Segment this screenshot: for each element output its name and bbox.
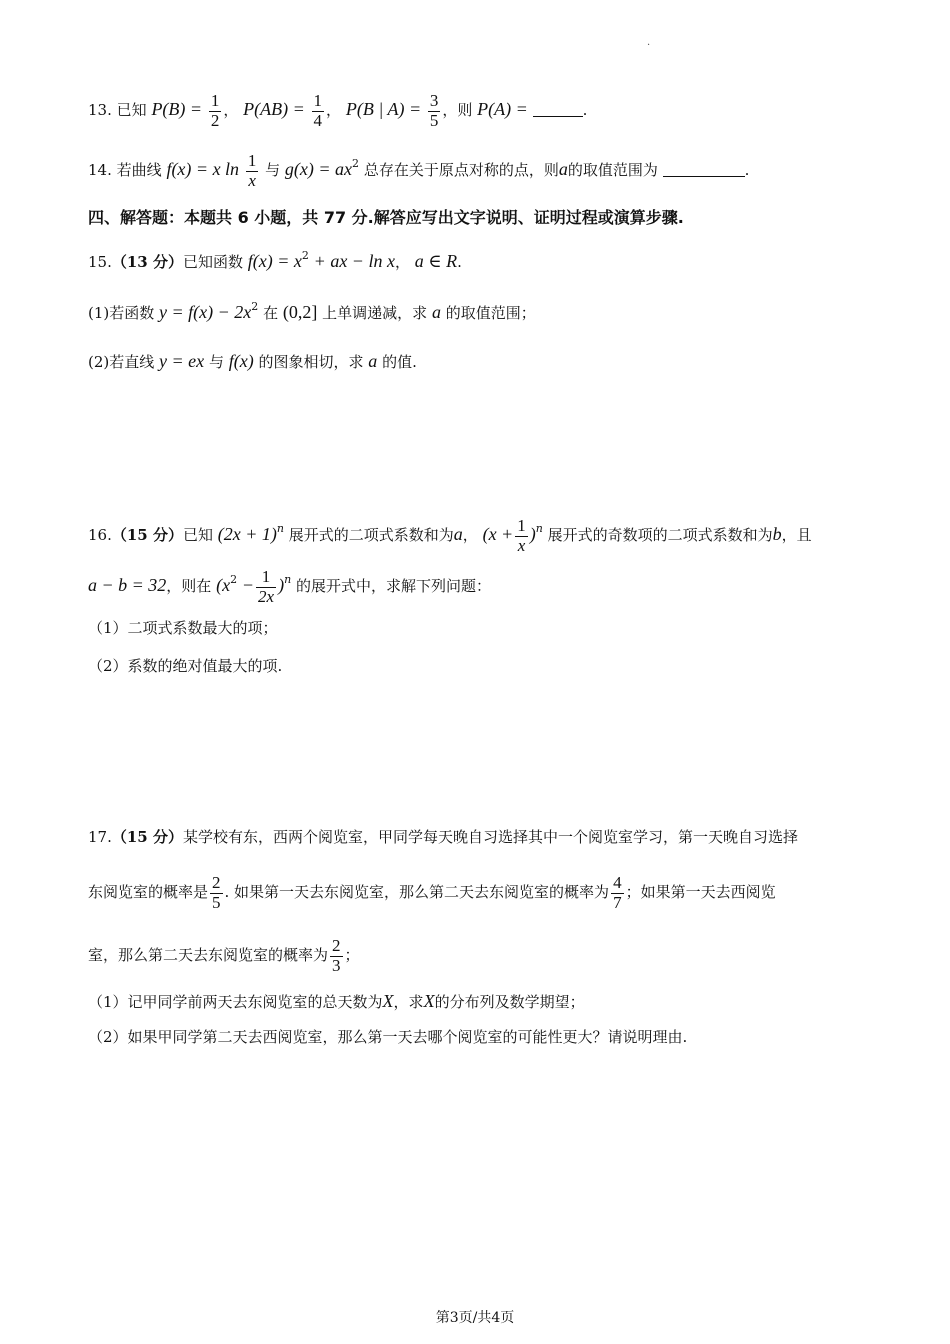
question-17-part-1: （1）记甲同学前两天去东阅览室的总天数为X，求X的分布列及数学期望； bbox=[88, 991, 585, 1011]
fraction: $\frac{3}{5}$ bbox=[429, 91, 439, 130]
question-17-line-3: 室，那么第二天去东阅览室的概率为 $\frac{2}{3}$ ； bbox=[88, 936, 360, 975]
question-16-part-2: （2）系数的绝对值最大的项. bbox=[88, 657, 283, 675]
question-17-part-2: （2）如果甲同学第二天去西阅览室，那么第一天去哪个阅览室的可能性更大？请说明理由. bbox=[88, 1028, 688, 1046]
question-15: 15.（13 分）已知函数 $f(x) = x^2$ + ax − ln x， a ∈ R. bbox=[88, 249, 462, 271]
question-16-condition: a − b = 32，则在 ($x^2$ − $\frac{1}{2x}$ )$^n$ 的展开式中，求解下列问题： bbox=[88, 567, 491, 606]
fraction: $\frac{2}{3}$ bbox=[332, 936, 341, 975]
question-17-line-2: 东阅览室的概率是 $\frac{2}{5}$ . 如果第一天去东阅览室，那么第二天去东阅览室的概率为 $\frac{4}{7}$ ；如果第一天去西阅览 bbox=[88, 873, 776, 912]
question-14: 14. 若曲线 f(x) = x ln $\frac{1}{x}$ 与 $g(x) = ax^2$ 总存在关于原点对称的点，则a的取值范围为 . bbox=[88, 151, 750, 190]
answer-blank bbox=[533, 102, 583, 117]
fraction: $\frac{1}{4}$ bbox=[313, 91, 323, 130]
fraction: $\frac{1}{x}$ bbox=[517, 516, 526, 555]
fraction: $\frac{1}{2}$ bbox=[210, 91, 220, 130]
page-footer: 第3页/共4页 bbox=[435, 1310, 515, 1326]
answer-blank bbox=[663, 162, 745, 177]
question-15-part-1: (1)若函数 $y = f(x) - 2x^2$ 在 (0,2] 上单调递减，求 a 的取值范围； bbox=[88, 300, 536, 322]
question-16: 16.（15 分）已知 $(2x + 1)^n$ 展开式的二项式系数和为a， (x + $\frac{1}{x}$ )$^n$ 展开式的奇数项的二项式系数和为b，且 bbox=[88, 516, 812, 555]
header-mark: · bbox=[647, 40, 651, 51]
question-17: 17.（15 分）某学校有东，西两个阅览室，甲同学每天晚自习选择其中一个阅览室学习，第一天晚自习选择 bbox=[88, 828, 798, 846]
question-13: 13. 已知 P(B) = $\frac{1}{2}$ ， P(AB) = $\frac{1}{4}$ ， P(B | A) = $\frac{3}{5}$ ，则 P(A) = . bbox=[88, 91, 588, 130]
fraction: $\frac{1}{x}$ bbox=[247, 151, 257, 190]
question-16-part-1: （1）二项式系数最大的项； bbox=[88, 619, 278, 637]
fraction: $\frac{2}{5}$ bbox=[212, 873, 221, 912]
question-15-part-2: (2)若直线 y = ex 与 f(x) 的图象相切，求 a 的值. bbox=[88, 351, 417, 371]
section-heading: 四、解答题：本题共 6 小题，共 77 分.解答应写出文字说明、证明过程或演算步骤. bbox=[88, 208, 684, 227]
fraction: $\frac{4}{7}$ bbox=[613, 873, 622, 912]
fraction: $\frac{1}{2x}$ bbox=[258, 567, 275, 606]
